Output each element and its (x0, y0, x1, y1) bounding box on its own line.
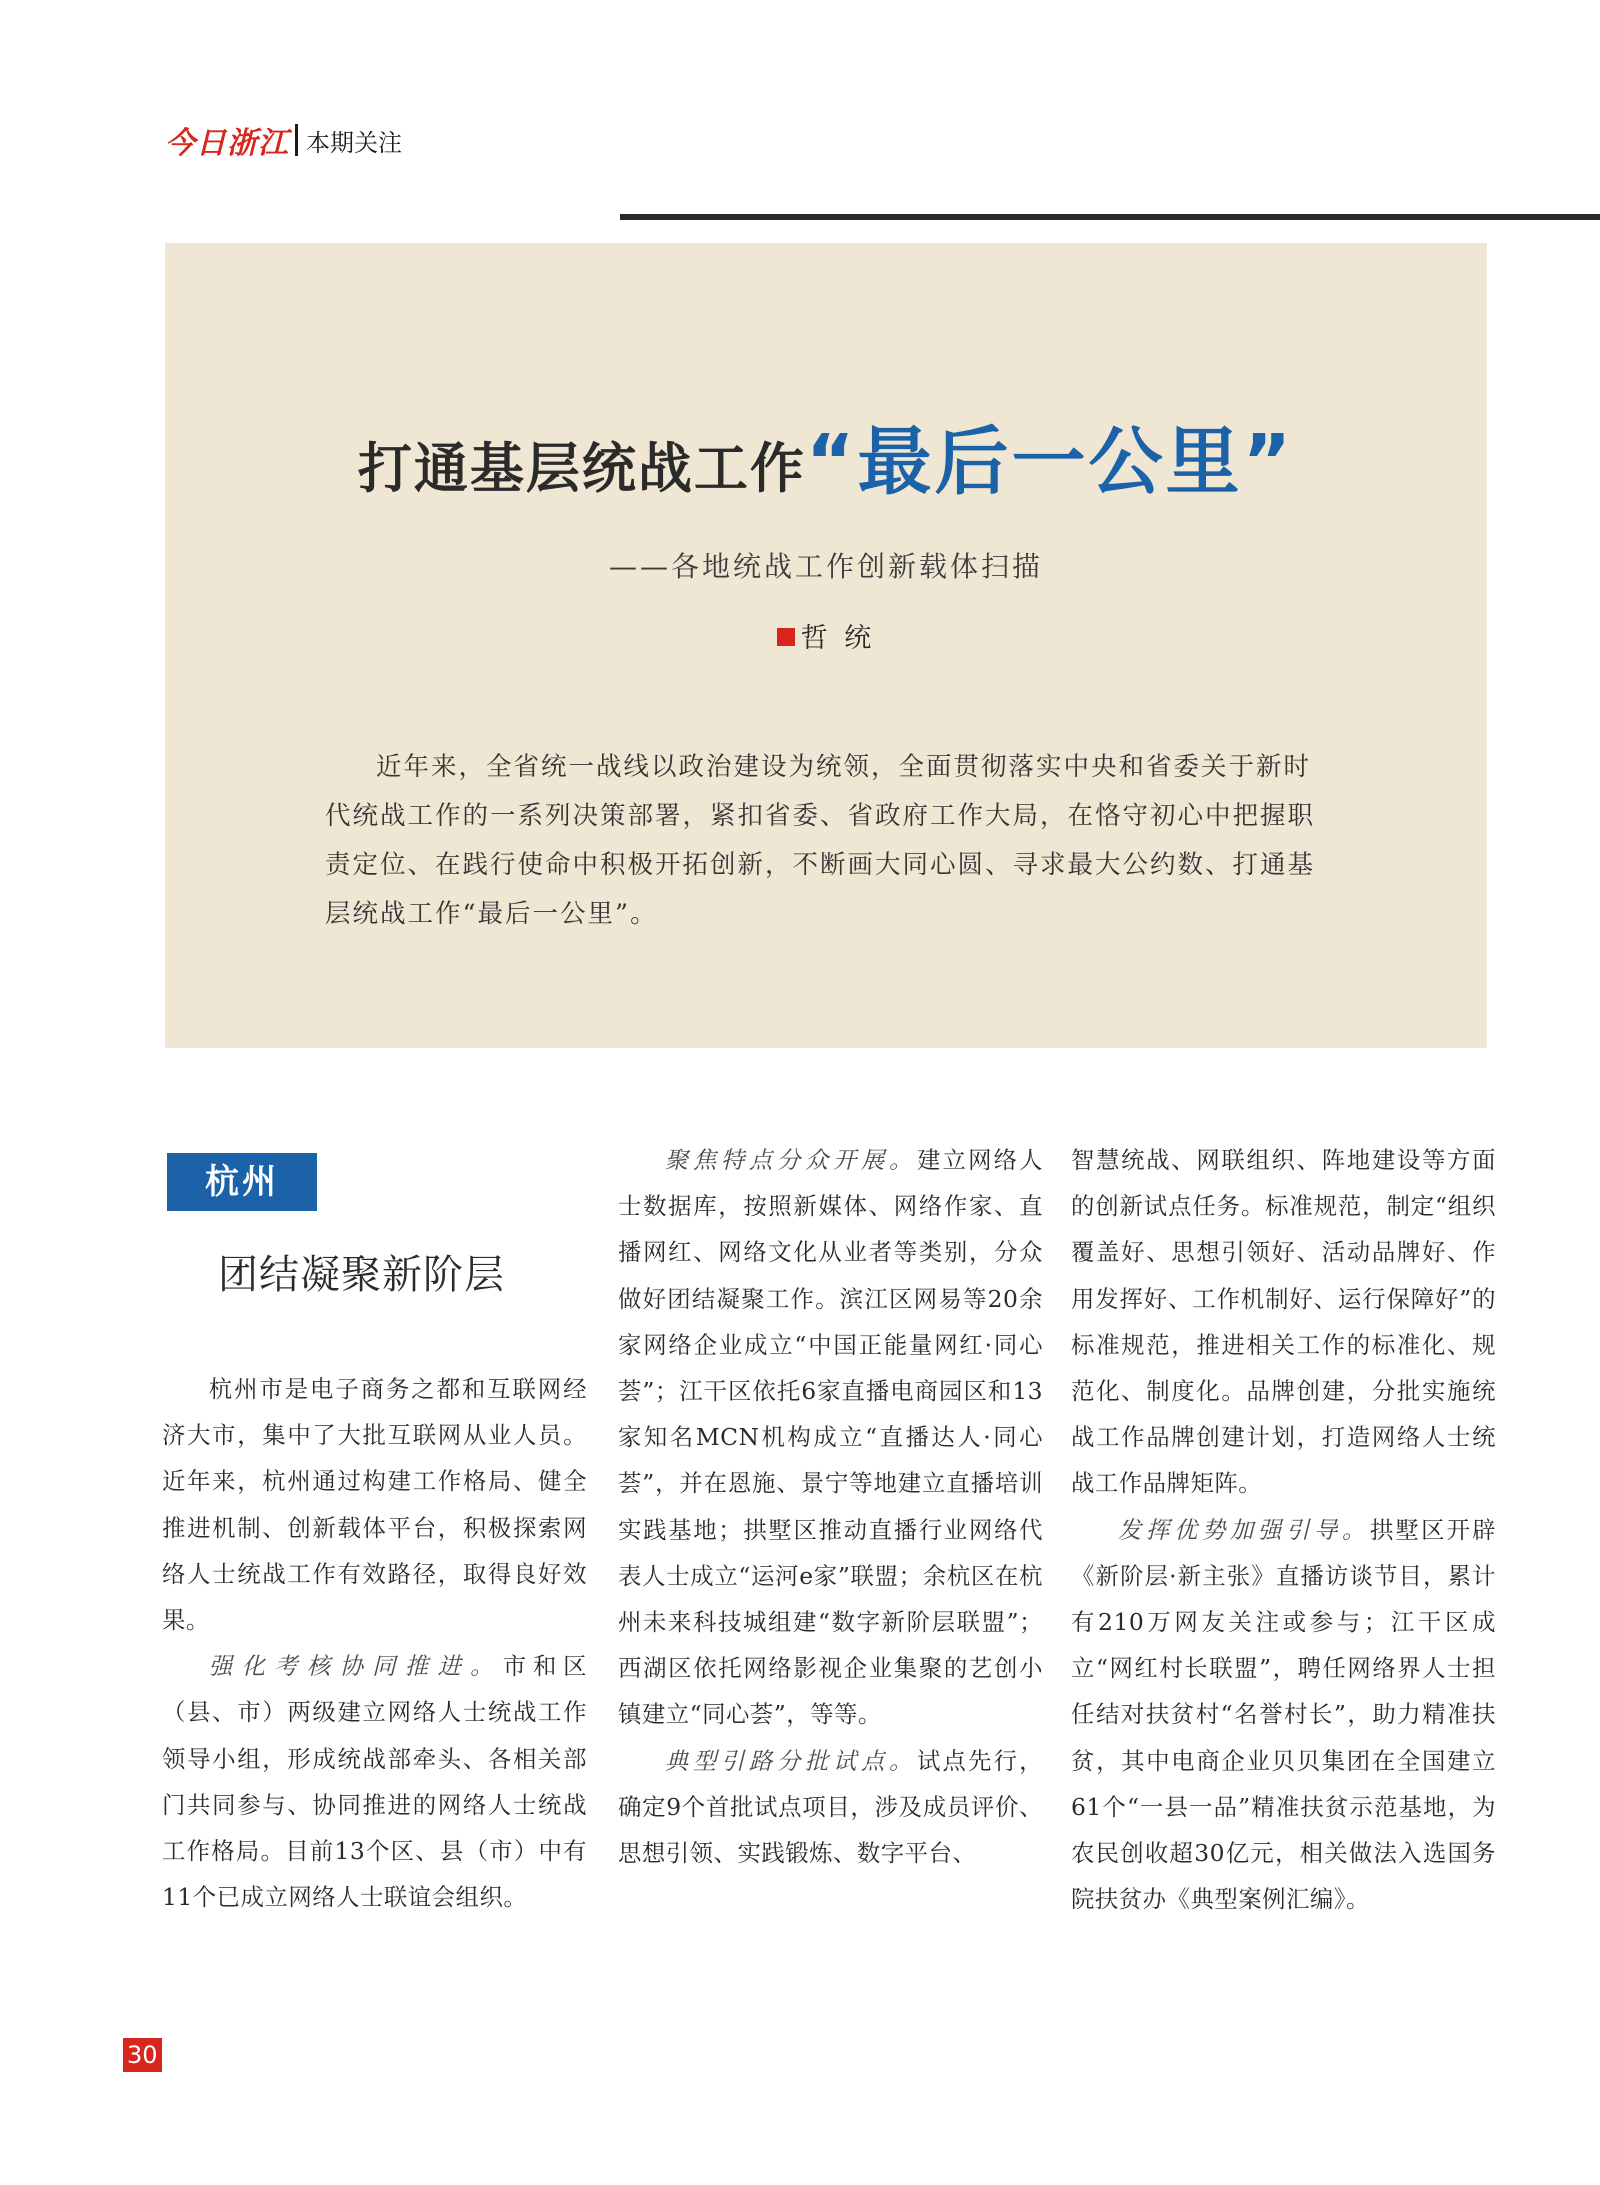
intro-paragraph: 近年来，全省统一战线以政治建设为统领，全面贯彻落实中央和省委关于新时代统战工作的一系列决策部署，紧扣省委、省政府工作大局，在恪守初心中把握职责定位、在践行使命中积极开拓创新，不断画大同心圆、寻求最大公约数、打通基层统战工作“最后一公里”。 (325, 752, 1316, 929)
paragraph-body: 拱墅区开辟《新阶层·新主张》直播访谈节目，累计有210万网友关注或参与；江干区成立“网红村长联盟”，聘任网络界人士担任结对扶贫村“名誉村长”，助力精准扶贫，其中电商企业贝贝集团在全国建立61个“一县一品”精准扶贫示范基地，为农民创收超30亿元，相关做法入选国务院扶贫办《典型案例汇编》。 (1071, 1515, 1497, 1914)
paragraph-lead: 聚焦特点分众开展。 (664, 1146, 918, 1174)
title-highlight: “最后一公里” (805, 419, 1295, 505)
paragraph-lead: 发挥优势加强引导。 (1117, 1515, 1371, 1544)
title-main: 打通基层统战工作 (357, 436, 806, 500)
paragraph-lead: 典型引路分批试点。 (664, 1746, 918, 1775)
author-name: 哲 统 (800, 623, 876, 654)
article-title (165, 403, 1487, 509)
section-title: 团结凝聚新阶层 (218, 1252, 505, 1298)
magazine-logo: 今日浙江 (165, 126, 289, 161)
city-tag: 杭州 (167, 1153, 317, 1211)
column-1 (162, 1366, 587, 1920)
title-banner (165, 243, 1487, 1048)
top-rule (620, 214, 1600, 220)
paragraph-body: 试点先行，确定9个首批试点项目，涉及成员评价、思想引领、实践锻炼、数字平台、 (618, 1746, 1044, 1868)
paragraph (618, 1738, 1043, 1877)
page-number: 30 (123, 2038, 162, 2072)
header-separator (295, 124, 298, 156)
column-2 (618, 1137, 1043, 1876)
paragraph: 杭州市是电子商务之都和互联网经济大市，集中了大批互联网从业人员。近年来，杭州通过构建工作格局、健全推进机制、创新载体平台，积极探索网络人士统战工作有效路径，取得良好效果。 (162, 1375, 587, 1635)
paragraph-body: 建立网络人士数据库，按照新媒体、网络作家、直播网红、网络文化从业者等类别，分众做好团结凝聚工作。滨江区网易等20余家网络企业成立“中国正能量网红·同心荟”；江干区依托6家直播电商园区和13家知名MCN机构成立“直播达人·同心荟”，并在恩施、景宁等地建立直播培训实践基地；拱墅区推动直播行业网络代表人士成立“运河e家”联盟；余杭区在杭州未来科技城组建“数字新阶层联盟”；西湖区依托网络影视企业集聚的艺创小镇建立“同心荟”，等等。 (618, 1146, 1044, 1729)
column-3 (1071, 1137, 1496, 1922)
byline (165, 616, 1487, 655)
page-header (165, 120, 402, 160)
section-label: 本期关注 (306, 128, 402, 157)
paragraph (162, 1643, 587, 1920)
red-square-icon (777, 628, 795, 646)
paragraph: 智慧统战、网联组织、阵地建设等方面的创新试点任务。标准规范，制定“组织覆盖好、思想引领好、活动品牌好、作用发挥好、工作机制好、运行保障好”的标准规范，推进相关工作的标准化、规范化、制度化。品牌创建，分批实施统战工作品牌创建计划，打造网络人士统战工作品牌矩阵。 (1071, 1146, 1496, 1498)
paragraph (1071, 1507, 1496, 1923)
paragraph-body: 市和区（县、市）两级建立网络人士统战工作领导小组，形成统战部牵头、各相关部门共同参与、协同推进的网络人士统战工作格局。目前13个区、县（市）中有11个已成立网络人士联谊会组织。 (162, 1652, 588, 1912)
paragraph (618, 1137, 1043, 1738)
article-subtitle: ——各地统战工作创新载体扫描 (608, 550, 1043, 583)
paragraph-lead: 强化考核协同推进。 (208, 1652, 503, 1681)
